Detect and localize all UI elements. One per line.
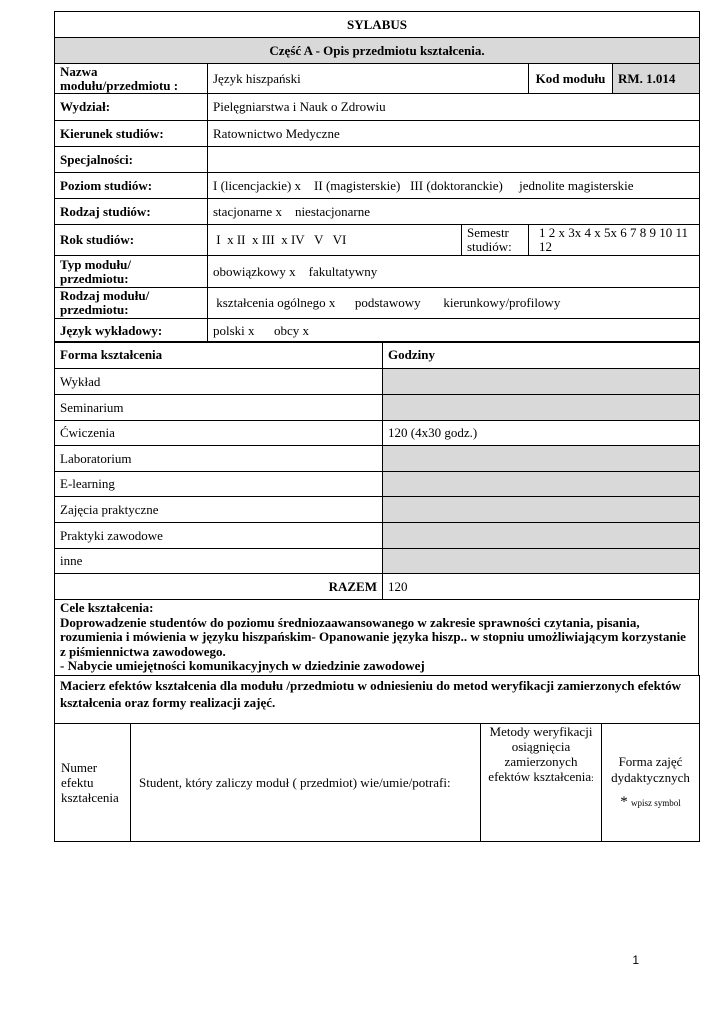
form-row-name: E-learning <box>55 472 383 497</box>
module-type-value: obowiązkowy x fakultatywny <box>208 256 700 288</box>
module-name-value: Język hiszpański <box>208 64 529 94</box>
matrix-col-form <box>602 724 700 842</box>
goals-cell <box>55 600 699 676</box>
form-row-name: Praktyki zawodowe <box>55 523 383 549</box>
module-type-label: Typ modułu/ przedmiotu: <box>55 256 208 288</box>
form-row-hours <box>383 472 700 497</box>
semester-label: Semestr studiów: <box>462 225 529 256</box>
faculty-value: Pielęgniarstwa i Nauk o Zdrowiu <box>208 94 700 121</box>
matrix-title: Macierz efektów kształcenia dla modułu /przedmiotu w odniesieniu do metod weryfikacji zamierzonych efektów kształcenia oraz formy realizacji zajęć. <box>55 676 700 724</box>
form-row-hours <box>383 523 700 549</box>
form-row-name: Ćwiczenia <box>55 421 383 446</box>
total-value: 120 <box>383 574 700 600</box>
field-of-study-label: Kierunek studiów: <box>55 121 208 147</box>
module-code-label: Kod modułu <box>529 64 613 94</box>
document-title: SYLABUS <box>55 12 700 38</box>
form-row-name: inne <box>55 549 383 574</box>
matrix-col-student: Student, który zaliczy moduł ( przedmiot) wie/umie/potrafi: <box>131 724 481 842</box>
forms-table <box>54 341 700 600</box>
language-label: Język wykładowy: <box>55 319 208 343</box>
form-row-name: Seminarium <box>55 395 383 421</box>
semester-value: 1 2 x 3x 4 x 5x 6 7 8 9 10 11 12 <box>529 225 700 256</box>
study-type-label: Rodzaj studiów: <box>55 199 208 225</box>
matrix-col-form-note: wpisz symbol <box>631 798 681 808</box>
matrix-col-number: Numer efektu kształcenia <box>55 724 131 842</box>
form-row-name: Zajęcia praktyczne <box>55 497 383 523</box>
goals-table <box>54 599 699 676</box>
goals-title: Cele kształcenia: <box>60 600 154 615</box>
form-row-name: Laboratorium <box>55 446 383 472</box>
study-type-value: stacjonarne x niestacjonarne <box>208 199 700 225</box>
form-row-hours <box>383 497 700 523</box>
goals-text: Doprowadzenie studentów do poziomu średniozaawansowanego w zakresie sprawności czytania, pisania, rozumienia i mówienia w języku hiszpańskim- Opanowanie języka hiszp.. w stopniu umożliwiającym korzystanie z piśmiennictwa zawodowego. <box>60 614 686 659</box>
matrix-col-methods-suffix: : <box>591 773 594 783</box>
module-name-label: Nazwa modułu/przedmiotu : <box>55 64 208 94</box>
form-row-hours <box>383 369 700 395</box>
study-level-value: I (licencjackie) x II (magisterskie) III (doktoranckie) jednolite magisterskie <box>208 173 700 199</box>
section-title: Część A - Opis przedmiotu kształcenia. <box>55 38 700 64</box>
faculty-label: Wydział: <box>55 94 208 121</box>
form-row-hours <box>383 446 700 472</box>
language-value: polski x obcy x <box>208 319 700 343</box>
asterisk-symbol: * <box>620 794 628 810</box>
total-label: RAZEM <box>55 574 383 600</box>
matrix-col-methods-text: Metody weryfikacji osiągnięcia zamierzonych efektów kształcenia <box>488 724 593 784</box>
matrix-col-methods <box>481 724 602 842</box>
study-year-label: Rok studiów: <box>55 225 208 256</box>
page-number: 1 <box>632 953 639 967</box>
form-row-hours <box>383 549 700 574</box>
forms-header-form: Forma kształcenia <box>55 342 383 369</box>
matrix-col-form-text: Forma zajęć dydaktycznych <box>611 754 690 785</box>
specialty-value <box>208 147 700 173</box>
specialty-label: Specjalności: <box>55 147 208 173</box>
form-row-hours: 120 (4x30 godz.) <box>383 421 700 446</box>
form-row-hours <box>383 395 700 421</box>
study-year-value: I x II x III x IV V VI <box>208 225 462 256</box>
syllabus-table <box>54 11 700 343</box>
goals-text-2: - Nabycie umiejętności komunikacyjnych w dziedzinie zawodowej <box>60 658 425 674</box>
study-level-label: Poziom studiów: <box>55 173 208 199</box>
module-kind-value: kształcenia ogólnego x podstawowy kierunkowy/profilowy <box>208 288 700 319</box>
field-of-study-value: Ratownictwo Medyczne <box>208 121 700 147</box>
module-code-value: RM. 1.014 <box>613 64 700 94</box>
module-kind-label: Rodzaj modułu/ przedmiotu: <box>55 288 208 319</box>
forms-header-hours: Godziny <box>383 342 700 369</box>
matrix-table <box>54 675 700 842</box>
form-row-name: Wykład <box>55 369 383 395</box>
